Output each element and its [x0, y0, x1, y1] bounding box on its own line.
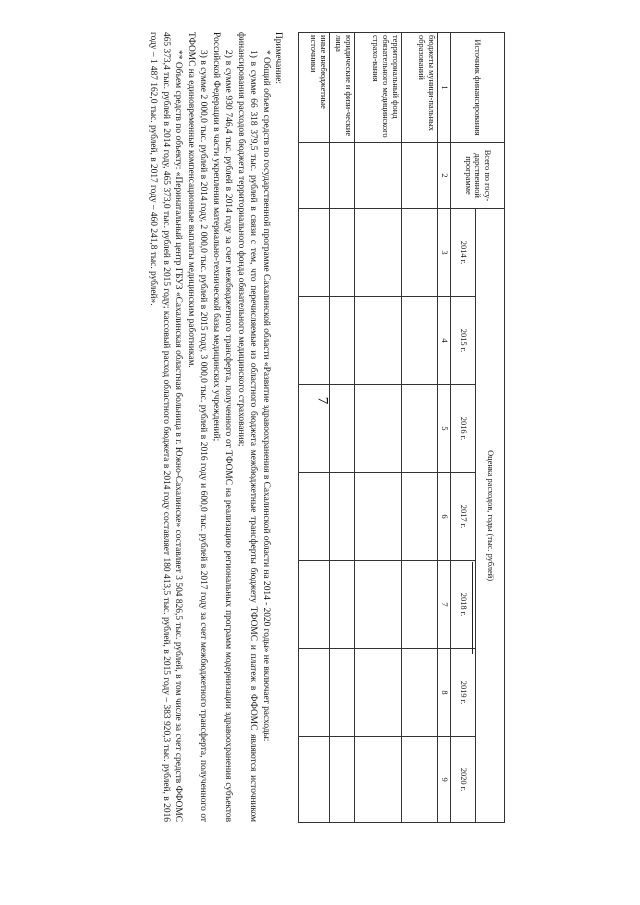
column-number: 3	[438, 209, 451, 297]
column-number: 1	[438, 33, 451, 143]
header-estimate-group: Оценка расходов, годы (тыс. рублей)	[476, 209, 505, 823]
note-paragraph: 2) в сумме 930 746,4 тыс. рублей в 2014 году за счет межбюджетного трансферта, полученного от ТФОМС на реализацию региональных программ модернизации здравоохранения субъектов Российской Федерации в части укрепления материально-технической базы медицинских учреждений;	[210, 32, 234, 822]
notes-heading: Примечание:	[273, 32, 284, 85]
header-source: Источник финансирования	[451, 33, 505, 143]
header-total: Всего по госу-дарственной программе	[451, 143, 505, 209]
source-cell: территориальный фонд обязательного медицинского страхо-вания	[355, 33, 402, 143]
column-number: 5	[438, 385, 451, 473]
column-number: 9	[438, 737, 451, 823]
note-paragraph: * Общий объем средств по государственной программе Сахалинской области «Развитие здравоохранения в Сахалинской области на 2014 - 2020 годы» не включает расходы:	[260, 50, 271, 742]
header-year: 2020 г.	[451, 737, 476, 823]
header-year: 2015 г.	[451, 297, 476, 385]
source-cell: бюджеты муници-пальных образований	[402, 33, 438, 143]
notes	[147, 32, 285, 822]
header-year: 2018 г.	[451, 561, 476, 649]
header-year: 2016 г.	[451, 385, 476, 473]
column-number-row	[438, 33, 451, 823]
rotated-content	[133, 32, 505, 822]
column-number: 7	[438, 561, 451, 649]
note-paragraph: 3) в сумме 2 000,0 тыс. рублей в 2014 году, 2 000,0 тыс. рублей в 2015 году, 3 000,0 тыс. рублей в 2016 году и 600,0 тыс. рублей в 2017 году за счет межбюджетного трансферта, полученного от ТФОМС на единовременные компенсационные выплаты медицинским работникам.	[185, 32, 209, 822]
column-number: 4	[438, 297, 451, 385]
column-number: 2	[438, 143, 451, 209]
note-paragraph: ** Объем средств по объекту: «Перинатальный центр ГБУЗ «Сахалинская областная больница в г. Южно-Сахалинске» составляет 3 504 826,5 тыс. рублей, в том числе за счет средств ФФОМС 465 373,4 тыс. рублей в 2014 году, 465 373,0 тыс. рублей в 2015 году; кассовый расход областного бюджета в 2014 году составляет 180 413,5 тыс. рублей, в 2015 году – 383 920,3 тыс. рублей, в 2016 году – 1 487 162,0 тыс. рублей, в 2017 году – 460 241,8 тыс. рублей».	[148, 32, 184, 822]
source-cell: иные внебюджетные источники	[299, 33, 330, 143]
funding-table	[298, 32, 505, 823]
note-paragraph: 1) в сумме 66 318 379,5 тыс. рублей в связи с тем, что перечисляемые из областного бюджета межбюджетные трансферты бюджету ТФОМС и платеж в ФФОМС являются источником финансирования расходов бюджета территориального фонда обязательного медицинского страхования;	[235, 32, 259, 822]
table-row	[355, 33, 402, 823]
table-row	[402, 33, 438, 823]
header-year: 2014 г.	[451, 209, 476, 297]
separator-line	[472, 562, 473, 654]
page-number: 7	[314, 396, 331, 405]
table-row	[299, 33, 330, 823]
source-cell: юридические и физи-ческие лица	[330, 33, 355, 143]
header-year: 2019 г.	[451, 649, 476, 737]
table-row	[330, 33, 355, 823]
header-year: 2017 г.	[451, 473, 476, 561]
column-number: 8	[438, 649, 451, 737]
header-row-top	[476, 33, 505, 823]
column-number: 6	[438, 473, 451, 561]
